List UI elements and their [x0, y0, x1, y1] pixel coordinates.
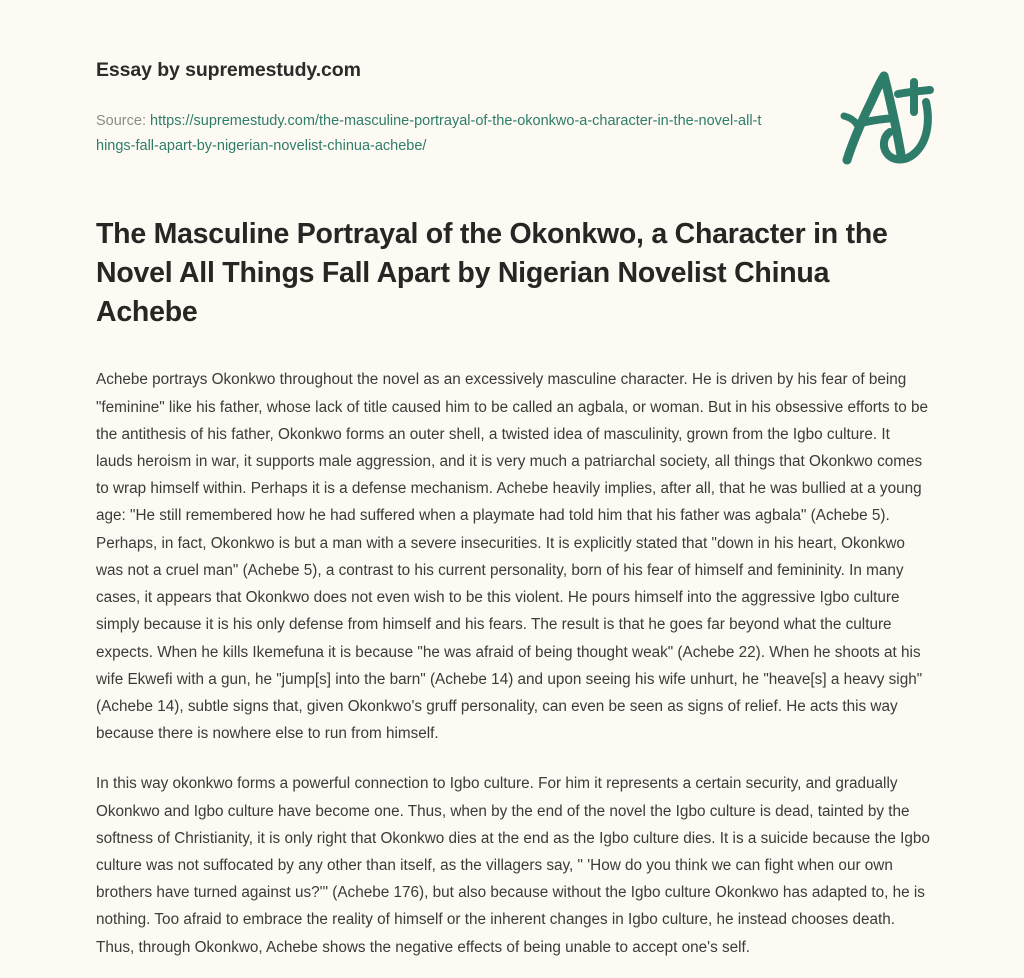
source-label: Source: [96, 113, 146, 130]
paragraph-2: In this way okonkwo forms a powerful connection to Igbo culture. For him it represents a certain security, and gradually Okonkwo and Igbo culture have become one. Thus, when by the end of the novel the Igbo culture is dead, tainted by the softness of Christianity, it is only right that Okonkwo dies at the end as the Igbo culture dies. It is a suicide because the Igbo culture was not suffocated by any other than itself, as the villagers say, " 'How do you think we can fight when our own brothers have turned against us?'" (Achebe 176), but also because without the Igbo culture Okonkwo has adapted to, he is nothing. Too afraid to embrace the reality of himself or the inherent changes in Igbo culture, he instead chooses death. Thus, through Okonkwo, Achebe shows the negative effects of being unable to accept one's self. [96, 775, 930, 956]
source-url-link[interactable]: https://supremestudy.com/the-masculine-portrayal-of-the-okonkwo-a-character-in-the-novel-all-things-fall-apart-by-nigerian-novelist-chinua-achebe/ [96, 113, 762, 155]
source-line [96, 109, 768, 159]
article-body [0, 159, 1024, 961]
a-plus-grade-logo [830, 62, 948, 174]
essay-text [96, 366, 930, 961]
document-header [0, 0, 1024, 159]
brand-byline: Essay by supremestudy.com [96, 59, 361, 81]
document-title: The Masculine Portrayal of the Okonkwo, a Character in the Novel All Things Fall Apart by Nigerian Novelist Chinua Achebe [96, 218, 888, 329]
a-plus-logo-icon [830, 62, 948, 174]
paragraph-1: Achebe portrays Okonkwo throughout the novel as an excessively masculine character. He is driven by his fear of being "feminine" like his father, whose lack of title caused him to be called an agbala, or woman. But in his obsessive efforts to be the antithesis of his father, Okonkwo forms an outer shell, a twisted idea of masculinity, grown from the Igbo culture. It lauds heroism in war, it supports male aggression, and it is very much a patriarchal society, all things that Okonkwo comes to wrap himself within. Perhaps it is a defense mechanism. Achebe heavily implies, after all, that he was bullied at a young age: "He still remembered how he had suffered when a playmate had told him that his father was agbala" (Achebe 5). Perhaps, in fact, Okonkwo is but a man with a severe insecurities. It is explicitly stated that "down in his heart, Okonkwo was not a cruel man" (Achebe 5), a contrast to his current personality, born of his fear of himself and femininity. In many cases, it appears that Okonkwo does not even wish to be this violent. He pours himself into the aggressive Igbo culture simply because it is his only defense from himself and his fears. The result is that he goes far beyond what the culture expects. When he kills Ikemefuna it is because "he was afraid of being thought weak" (Achebe 22). When he shoots at his wife Ekwefi with a gun, he "jump[s] into the barn" (Achebe 14) and upon seeing his wife unhurt, he "heave[s] a heavy sigh" (Achebe 14), subtle signs that, given Okonkwo's gruff personality, can even be seen as signs of relief. He acts this way because there is nowhere else to run from himself. [96, 371, 928, 743]
